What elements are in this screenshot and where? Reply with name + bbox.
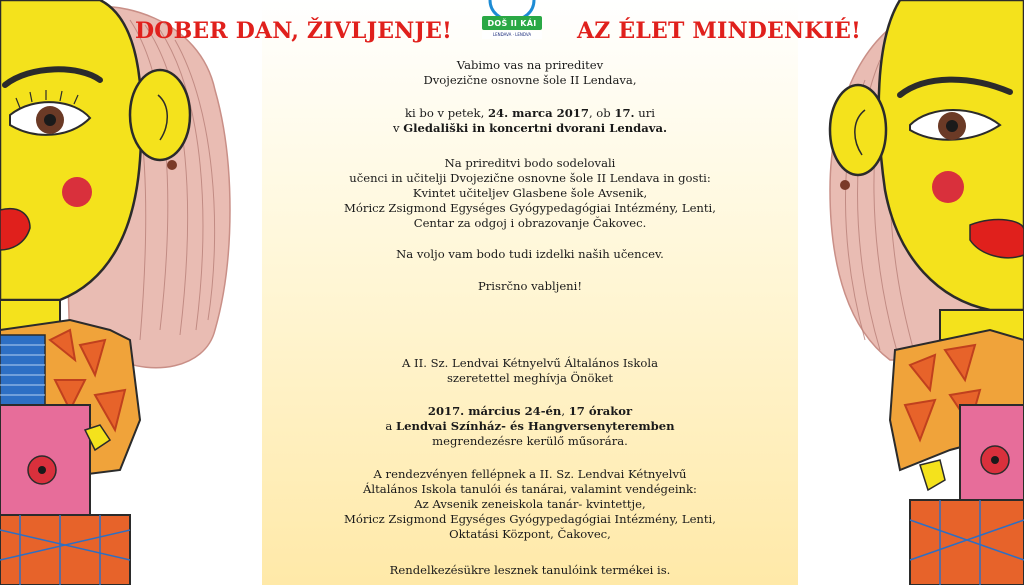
event-venue: Gledališki in koncertni dvorani Lendava. — [403, 121, 668, 135]
text-line: Kvintet učiteljev Glasbene šole Avsenik, — [412, 186, 648, 200]
slovene-closing — [262, 279, 798, 294]
slovene-participants — [262, 156, 798, 231]
text-line: Dvojezične osnovne šole II Lendava, — [423, 73, 637, 87]
text-line: Móricz Zsigmond Egységes Gyógypedagógiai Intézmény, Lenti, — [344, 512, 716, 526]
text-line: A II. Sz. Lendvai Kétnyelvű Általános Iskola — [402, 356, 658, 370]
event-venue: Lendvai Színház- és Hangversenyteremben — [396, 419, 675, 433]
slovene-invitation-intro — [262, 58, 798, 88]
text-line: szeretettel meghívja Önöket — [446, 371, 614, 385]
text-line: Na voljo vam bodo tudi izdelki naših učencev. — [396, 247, 664, 261]
event-date-line: ki bo v petek, 24. marca 2017, ob 17. uri — [405, 106, 655, 120]
text-line: učenci in učitelji Dvojezične osnovne šole II Lendava in gosti: — [349, 171, 711, 185]
event-date: 2017. március 24-én — [427, 404, 562, 418]
slovene-products-note — [262, 247, 798, 262]
text-line: Rendelkezésükre lesznek tanulóink termékei is. — [389, 563, 671, 577]
text-line: Oktatási Központ, Čakovec, — [449, 527, 611, 541]
event-date-line: 2017. március 24-én, 17 órakor — [427, 404, 633, 418]
text-line: Móricz Zsigmond Egységes Gyógypedagógiai Intézmény, Lenti, — [344, 201, 716, 215]
event-venue-line: a Lendvai Színház- és Hangversenyteremben — [385, 419, 675, 433]
hungarian-invitation-intro — [262, 356, 798, 386]
text-line: Az Avsenik zeneiskola tanár- kvintettje, — [414, 497, 646, 511]
logo-name: DOŠ II KÁI — [487, 19, 537, 28]
slovene-invitation-event — [262, 106, 798, 136]
hungarian-products-note — [262, 563, 798, 578]
hungarian-participants — [262, 467, 798, 542]
logo-subtitle: LENDAVA · LENDVA — [492, 32, 532, 37]
hungarian-heading: AZ ÉLET MINDENKIÉ! — [577, 18, 861, 44]
hungarian-invitation-event — [262, 404, 798, 449]
text-line: megrendezésre kerülő műsorára. — [432, 434, 628, 448]
text-line: Prisrčno vabljeni! — [477, 279, 583, 293]
event-time: 17 órakor — [568, 404, 633, 418]
text-line: A rendezvényen fellépnek a II. Sz. Lendvai Kétnyelvű — [373, 467, 687, 481]
event-venue-line: v Gledališki in koncertni dvorani Lendava. — [392, 121, 668, 135]
text-line: Vabimo vas na prireditev — [456, 58, 604, 72]
text-line: Na prireditvi bodo sodelovali — [444, 156, 616, 170]
slovene-heading: DOBER DAN, ŽIVLJENJE! — [135, 18, 452, 44]
right-portrait-illustration — [780, 0, 1024, 585]
left-portrait-illustration — [0, 0, 270, 585]
event-time: 17. — [614, 106, 635, 120]
text-line: Általános Iskola tanulói és tanárai, valamint vendégeink: — [363, 482, 697, 496]
text-line: Centar za odgoj i obrazovanje Čakovec. — [413, 216, 647, 230]
event-date: 24. marca 2017 — [487, 106, 589, 120]
